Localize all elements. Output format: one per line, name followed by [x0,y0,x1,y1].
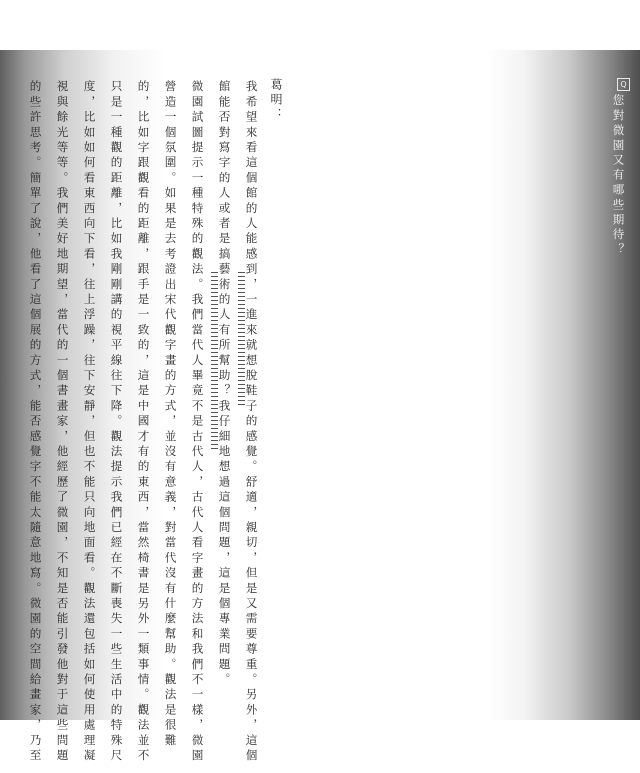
text-column-2: 館能否對寫字的人或者是搞藝術的人有所幫助？我仔細地想過這個問題，這是個專業問題。 [217,80,232,688]
text-column-5: 的，比如字跟觀看的距離，跟手是一致的，這是中國才有的東西，當然椅書是另外一類事情。觀法並不 [136,80,151,764]
text-column-8: 視與餘光等等。我們美好地期望，當代的一個書畫家，他經歷了微園，不知是否能引發他對于這些問題 [55,80,70,764]
text-column-1: 我希望來看這個館的人能感到，一進來就想脫鞋子的感覺。舒適，親切，但是又需要尊重。另外，這個 [244,80,259,764]
question-marker-icon: Q [617,78,630,91]
text-column-6: 只是一種觀的距離，比如我剛剛講的視平線往下降。觀法提示我們已經在不斷喪失一些生活中的特殊尺 [109,80,124,764]
speaker-label: 葛明： [269,78,283,123]
text-column-7: 度，比如如何看東西向下看，往上浮躁，往下安靜，但也不能只向地面看。觀法還包括如何使用處理凝 [82,80,97,764]
text-column-9: 的些許思考。簡單了說，他看了這個展的方式，能否感覺字不能太隨意地寫。微園的空間給畫家，乃至 [28,80,43,764]
emphasis-wavy-line-2 [211,272,218,452]
emphasis-wavy-line-1 [238,272,245,407]
sidebar-question: 您對微園又有哪些期待？ [611,94,626,258]
text-column-4: 營造一個氛圍。如果是去考證出宋代觀字畫的方式，並沒有意義，對當代沒有什麼幫助。觀法是很難 [163,80,178,749]
text-column-3: 微園試圖提示一種特殊的觀法。我們當代人畢竟不是古代人，古代人看字畫的方法和我們不一樣，微園 [190,80,205,764]
